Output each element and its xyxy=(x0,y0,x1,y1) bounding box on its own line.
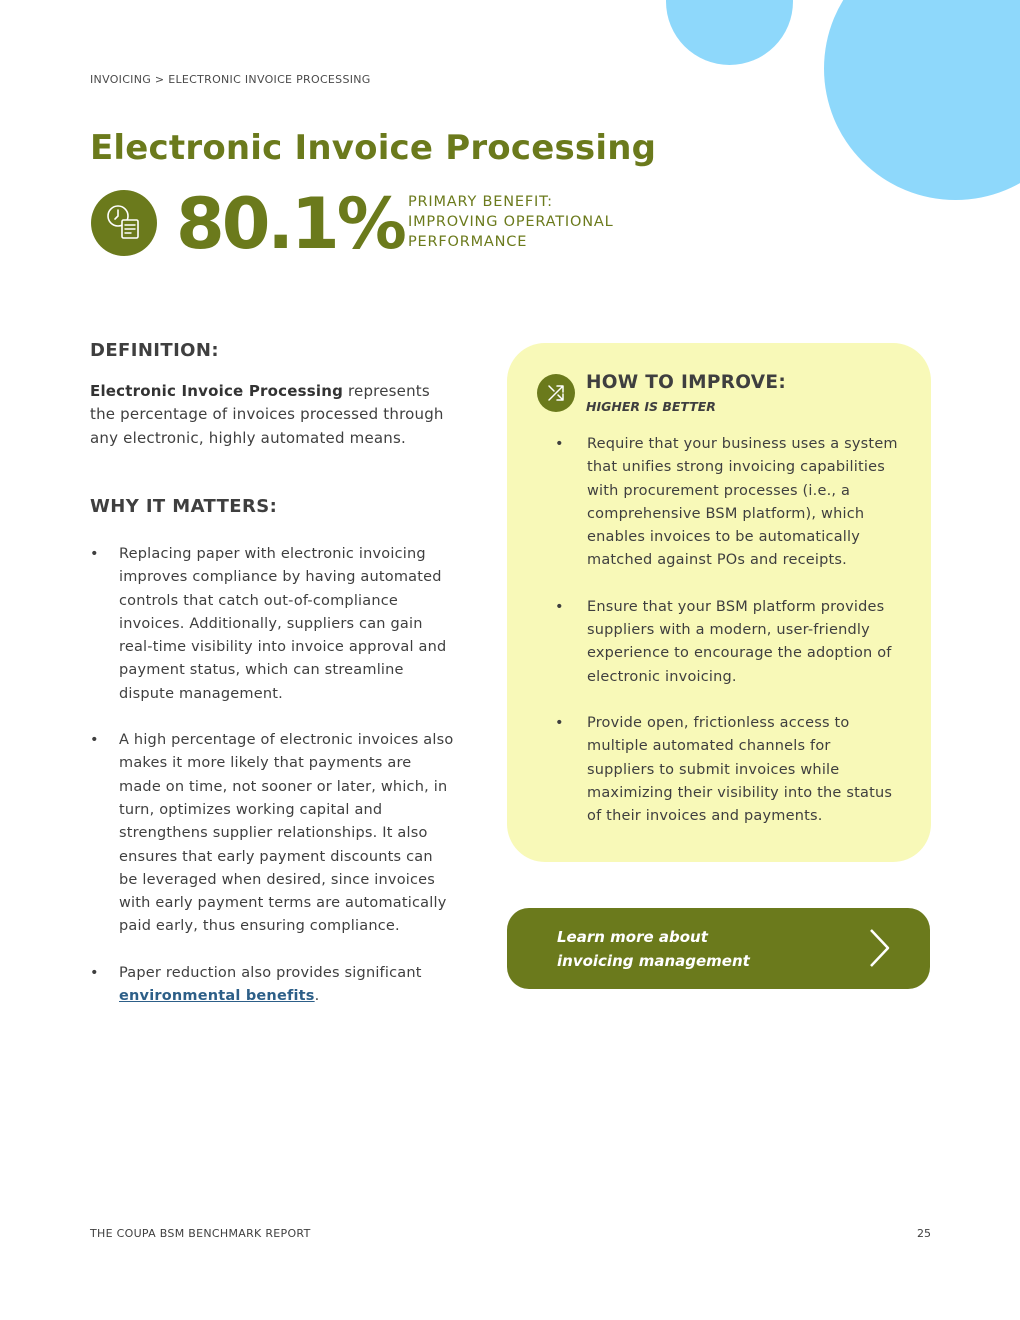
list-item xyxy=(555,596,900,689)
learn-more-line: invoicing management xyxy=(557,952,750,970)
stat-value: 80.1% xyxy=(176,183,404,265)
learn-more-line: Learn more about xyxy=(557,928,708,946)
list-item-suffix: . xyxy=(314,988,320,1005)
bullet-icon: • xyxy=(90,546,99,562)
breadcrumb: INVOICING > ELECTRONIC INVOICE PROCESSING xyxy=(90,73,371,86)
definition-text xyxy=(90,380,460,450)
chevron-right-icon xyxy=(867,928,893,968)
list-item xyxy=(555,712,900,828)
list-item-text: Require that your business uses a system that unifies strong invoicing capabilities with procurement processes (i.e., a comprehensive BSM platform), which enables invoices to be automatically matched against POs and receipts. xyxy=(587,436,898,569)
list-item-text: Ensure that your BSM platform provides suppliers with a modern, user-friendly experience to encourage the adoption of electronic invoicing. xyxy=(587,598,892,685)
footer-report-title: THE COUPA BSM BENCHMARK REPORT xyxy=(90,1227,311,1240)
list-item xyxy=(90,729,455,939)
list-item xyxy=(555,433,900,573)
bullet-icon: • xyxy=(555,436,564,452)
learn-more-button[interactable] xyxy=(507,908,930,989)
bullet-icon: • xyxy=(555,598,564,615)
decorative-circle-large xyxy=(824,0,1020,200)
how-to-improve-subtitle: HIGHER IS BETTER xyxy=(586,399,716,414)
why-it-matters-heading: WHY IT MATTERS: xyxy=(90,496,278,517)
bullet-icon: • xyxy=(90,732,99,749)
list-item xyxy=(90,543,455,706)
decorative-circle-small xyxy=(666,0,793,65)
environmental-benefits-link[interactable]: environmental benefits xyxy=(119,988,315,1005)
definition-body: represents the percentage of invoices processed through any electronic, highly automated means. xyxy=(90,382,444,447)
page-number: 25 xyxy=(917,1227,931,1240)
how-to-improve-panel xyxy=(507,343,931,862)
definition-heading: DEFINITION: xyxy=(90,340,219,361)
benefit-line: PRIMARY BENEFIT: xyxy=(408,194,553,210)
clock-document-icon xyxy=(91,190,157,256)
page-title: Electronic Invoice Processing xyxy=(90,128,657,168)
bullet-icon: • xyxy=(555,714,564,731)
list-item-text: A high percentage of electronic invoices also makes it more likely that payments are made on time, not sooner or later, which, in turn, optimizes working capital and strengthens supplier relationships. It also ensures that early payment discounts can be leveraged when desired, since invoices with early payment terms are automatically paid early, thus ensuring compliance. xyxy=(119,732,454,935)
shuffle-arrows-icon xyxy=(537,374,575,412)
bullet-icon: • xyxy=(90,964,99,981)
how-to-improve-list xyxy=(555,433,900,851)
benefit-line: PERFORMANCE xyxy=(408,234,528,250)
primary-benefit xyxy=(408,192,613,252)
list-item xyxy=(90,962,455,1009)
list-item-text: Paper reduction also provides significant xyxy=(119,964,422,981)
benefit-line: IMPROVING OPERATIONAL xyxy=(408,214,614,230)
how-to-improve-title: HOW TO IMPROVE: xyxy=(586,372,787,393)
why-it-matters-list xyxy=(90,543,455,1031)
list-item-text: Replacing paper with electronic invoicing improves compliance by having automated controls that catch out-of-compliance invoices. Additionally, suppliers can gain real-time visibility into invoice approval and payment status, which can streamline dispute management. xyxy=(119,546,447,702)
list-item-text: Provide open, frictionless access to multiple automated channels for suppliers to submit invoices while maximizing their visibility into the status of their invoices and payments. xyxy=(587,714,893,825)
definition-term: Electronic Invoice Processing xyxy=(90,382,344,400)
learn-more-label xyxy=(557,925,750,973)
